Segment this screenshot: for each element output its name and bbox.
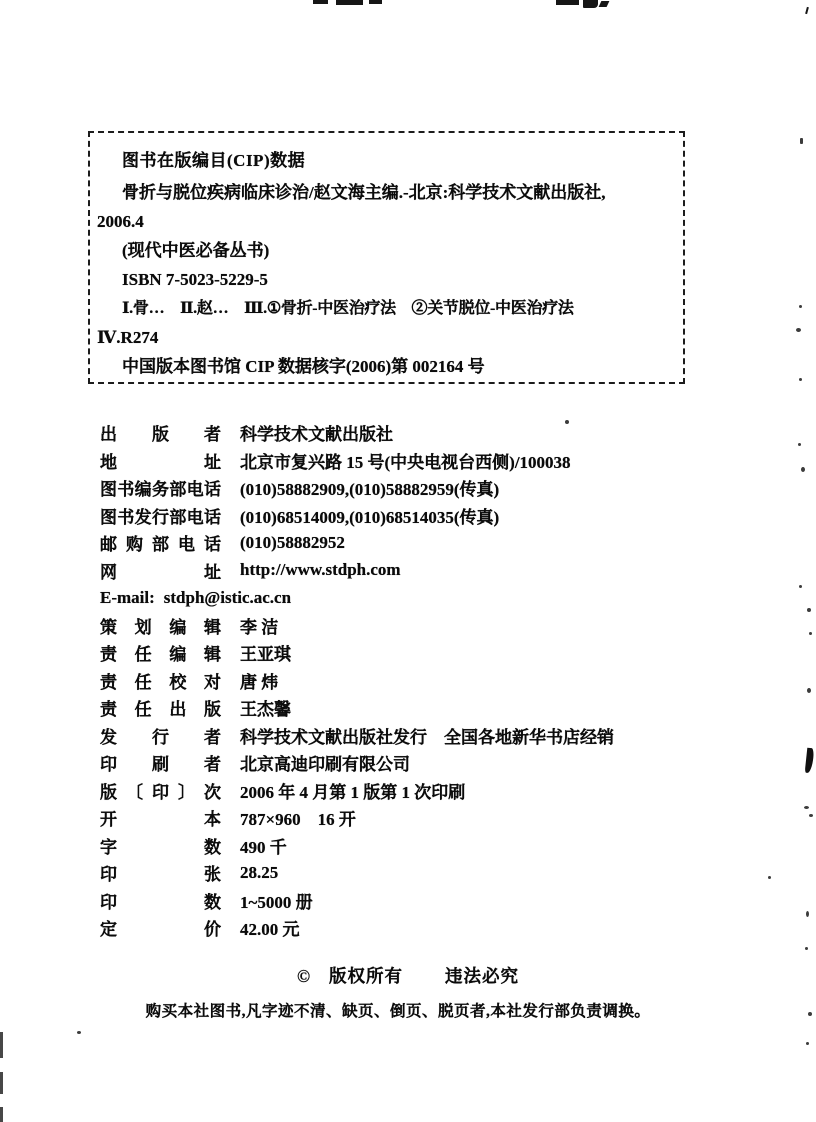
pub-row-production (100, 694, 740, 722)
cip-box (88, 131, 685, 384)
row-label: 邮 购 部 电 话 (100, 535, 221, 555)
row-label: 图书编务部电话 (100, 480, 221, 500)
scan-artifact (809, 814, 813, 817)
scan-artifact (809, 632, 812, 635)
row-label: 版 〔 印 〕 次 (100, 782, 221, 802)
scan-artifact (768, 876, 771, 879)
pub-row-distributor (100, 722, 740, 750)
scan-artifact (77, 1031, 81, 1034)
row-value: (010)58882952 (240, 532, 345, 552)
row-label: 开 本 (100, 810, 221, 830)
scan-artifact (799, 305, 802, 308)
pub-row-print-run (100, 887, 740, 915)
row-value: 王亚琪 (240, 645, 291, 665)
row-value: 787×960 16 开 (240, 810, 356, 830)
page-edge-mark (805, 7, 809, 14)
pub-row-address (100, 447, 740, 475)
page-edge-mark (556, 0, 579, 5)
pub-row-sheets (100, 859, 740, 887)
row-label: 定 价 (100, 920, 221, 940)
row-value: 42.00 元 (240, 920, 300, 940)
pub-row-format (100, 804, 740, 832)
scan-artifact (801, 467, 805, 472)
row-value: 科学技术文献出版社发行 全国各地新华书店经销 (240, 727, 614, 747)
row-value: (010)58882909,(010)58882959(传真) (240, 480, 500, 500)
row-label: 字 数 (100, 837, 221, 857)
row-value: 北京市复兴路 15 号(中央电视台西侧)/100038 (240, 452, 571, 472)
cip-book-description-cont: 2006.4 (97, 212, 144, 231)
row-value: (010)68514009,(010)68514035(传真) (240, 507, 500, 527)
pub-row-proofreader (100, 667, 740, 695)
pub-row-printer (100, 749, 740, 777)
page-edge-mark (0, 1107, 3, 1122)
scan-artifact (565, 420, 569, 424)
row-label: 地 址 (100, 452, 221, 472)
row-value: http://www.stdph.com (240, 560, 401, 580)
cip-book-description: 骨折与脱位疾病临床诊治/赵文海主编.-北京:科学技术文献出版社, (122, 183, 606, 202)
row-value: 2006 年 4 月第 1 版第 1 次印刷 (240, 782, 466, 802)
row-value: 唐 炜 (240, 672, 279, 692)
scan-artifact (804, 806, 809, 809)
scan-artifact (796, 328, 801, 332)
page-edge-mark (0, 1072, 3, 1094)
page-edge-mark (0, 1032, 3, 1058)
row-label: 责 任 编 辑 (100, 645, 221, 665)
row-value: stdph@istic.ac.cn (163, 587, 292, 607)
cip-record-number: 中国版本图书馆 CIP 数据核字(2006)第 002164 号 (122, 357, 485, 376)
row-value: 490 千 (240, 837, 287, 857)
cip-classification-cont: Ⅳ.R274 (97, 328, 159, 347)
cip-title: 图书在版编目(CIP)数据 (122, 151, 306, 170)
scan-artifact (800, 138, 803, 144)
row-value: 1~5000 册 (240, 892, 313, 912)
row-label: 印 数 (100, 892, 221, 912)
rights-statement: 版权所有 (329, 966, 404, 986)
pub-row-email (100, 584, 740, 612)
pub-row-publisher (100, 419, 740, 447)
pub-row-word-count (100, 832, 740, 860)
row-label: 出 版 者 (100, 425, 221, 445)
scan-artifact (799, 585, 802, 588)
copyright-notice (0, 963, 816, 988)
page-edge-mark (599, 1, 610, 7)
row-value: 科学技术文献出版社 (240, 425, 393, 445)
cip-series-note: (现代中医必备丛书) (122, 241, 270, 260)
cip-isbn: ISBN 7-5023-5229-5 (122, 270, 268, 289)
row-value: 28.25 (240, 862, 279, 882)
row-value: 北京高迪印刷有限公司 (240, 755, 410, 775)
pub-row-edition (100, 777, 740, 805)
scan-artifact (805, 947, 808, 950)
scan-artifact (807, 608, 811, 612)
anti-piracy-statement: 违法必究 (445, 966, 520, 986)
row-value: 李 洁 (240, 617, 279, 637)
row-label: 策 划 编 辑 (100, 617, 221, 637)
scan-artifact (807, 688, 811, 693)
pub-row-planning-editor (100, 612, 740, 640)
scan-artifact (805, 748, 815, 774)
publication-info-list (100, 419, 740, 942)
pub-row-price (100, 914, 740, 942)
pub-row-distribution-phone (100, 502, 740, 530)
exchange-note: 购买本社图书,凡字迹不清、缺页、倒页、脱页者,本社发行部负责调换。 (145, 1003, 651, 1020)
scan-artifact (806, 911, 809, 917)
pub-row-responsible-editor (100, 639, 740, 667)
page-edge-mark (369, 0, 382, 4)
row-label: 图书发行部电话 (100, 507, 221, 527)
row-label: 网 址 (100, 562, 221, 582)
cip-classification: Ⅰ.骨… Ⅱ.赵… Ⅲ.①骨折-中医治疗法 ②关节脱位-中医治疗法 (122, 300, 574, 317)
row-label: 印 张 (100, 865, 221, 885)
row-label: E-mail: (100, 587, 155, 607)
row-label: 发 行 者 (100, 727, 221, 747)
row-label: 印 刷 者 (100, 755, 221, 775)
row-label: 责 任 校 对 (100, 672, 221, 692)
scan-artifact (808, 1012, 812, 1016)
pub-row-website (100, 557, 740, 585)
row-value: 王杰馨 (240, 700, 291, 720)
page-edge-mark (336, 0, 363, 5)
scan-artifact (799, 378, 802, 381)
page-edge-mark (583, 0, 598, 8)
scan-artifact (798, 443, 801, 446)
copyright-symbol: © (296, 966, 312, 986)
page-edge-mark (313, 0, 328, 4)
pub-row-editorial-phone (100, 474, 740, 502)
row-label: 责 任 出 版 (100, 700, 221, 720)
pub-row-mailorder-phone (100, 529, 740, 557)
scan-artifact (806, 1042, 809, 1045)
